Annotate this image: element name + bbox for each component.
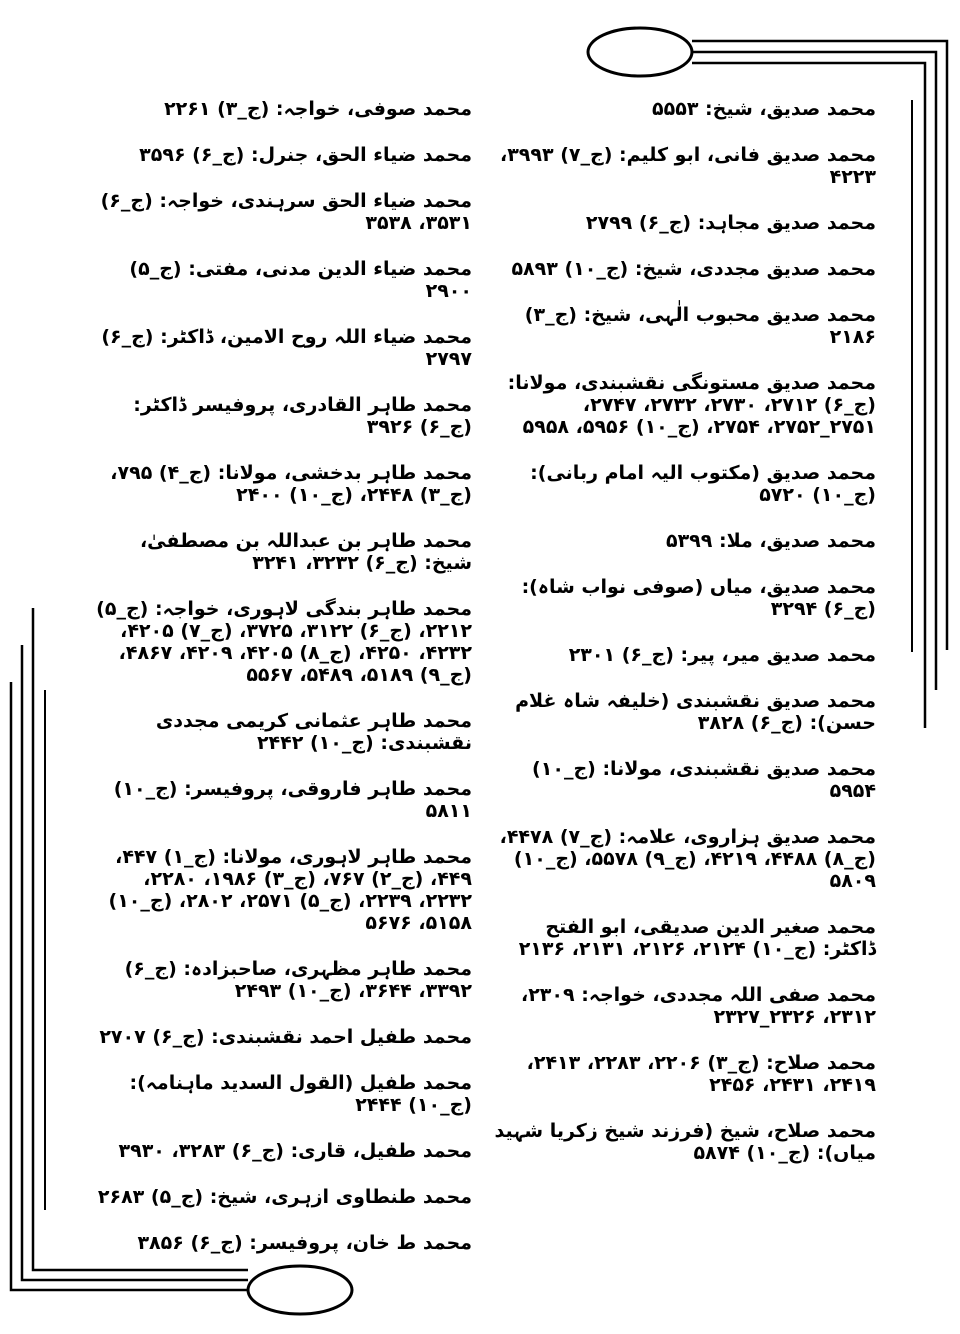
entry-name: محمد طاہر مظہری، صاحبزادہ: xyxy=(183,958,472,980)
index-entry xyxy=(92,778,472,822)
index-entry xyxy=(486,826,876,892)
entry-name: محمد طفیل (القول السدید ماہنامہ): xyxy=(129,1072,472,1094)
index-entry xyxy=(486,644,876,666)
entry-references: (ج_۶) ۳۲۳۲، ۳۲۴۱ xyxy=(252,552,425,574)
index-column-left xyxy=(92,98,472,1278)
entry-references: (ج_۶) ۳۲۸۳، ۳۹۳۰ xyxy=(118,1140,291,1162)
entry-name: محمد صلاح، شیخ (فرزند شیخ زکریا شہید میاں): xyxy=(494,1120,876,1164)
entry-name: محمد ضیاء اللہ روح الامین، ڈاکٹر: xyxy=(160,326,472,348)
index-entry xyxy=(486,576,876,620)
entry-references: (ج_۱۰) ۵۹۵۴ xyxy=(532,758,876,802)
entry-references: (ج_۱۰) ۵۸۷۴ xyxy=(693,1142,817,1164)
entry-references: (ج_۱۰) ۵۸۱۱ xyxy=(113,778,472,822)
entry-references: (ج_۵) ۲۶۸۳ xyxy=(97,1186,210,1208)
index-entry xyxy=(92,1026,472,1048)
entry-references: (ج_۶) ۳۹۲۶ xyxy=(366,416,472,438)
top-oval-ornament xyxy=(588,28,692,76)
entry-references: (ج_۷) ۳۹۹۳، ۴۲۲۳ xyxy=(499,144,876,188)
index-entry xyxy=(486,1052,876,1096)
entry-references: (ج_۶) ۲۷۰۷ xyxy=(99,1026,212,1048)
index-entry xyxy=(486,372,876,438)
entry-name: محمد صدیق مجاہد: xyxy=(697,212,876,234)
entry-references: (ج_۶) ۲۷۹۹ xyxy=(585,212,698,234)
entry-references: (ج_۱۰) ۲۴۴۴ xyxy=(355,1094,472,1116)
index-entry xyxy=(92,1072,472,1116)
entry-references: (ج_۱) ۴۴۷، ۴۴۹، (ج_۲) ۷۶۷، (ج_۳) ۱۹۸۶، ۲۲۸۰، ۲۲۳۲، ۲۲۳۹، (ج_۵) ۲۵۷۱، ۲۸۰۲، (ج_۱۰) ۵۱۵۸، ۵۶۷۶ xyxy=(108,846,472,934)
entry-references: (ج_۳) ۲۲۰۶، ۲۲۸۳، ۲۴۱۳، ۲۴۱۹، ۲۴۳۱، ۲۴۵۶ xyxy=(526,1052,876,1096)
entry-references: (ج_۱۰) ۵۷۲۰ xyxy=(759,484,876,506)
entry-name: محمد صدیق (مکتوب الیہ امام ربانی): xyxy=(530,462,876,484)
entry-references: (ج_۴) ۷۹۵، (ج_۳) ۲۴۴۸، (ج_۱۰) ۲۴۰۰ xyxy=(110,462,472,506)
entry-references: (ج_۵) ۲۲۱۲، (ج_۶) ۳۱۲۲، ۳۷۲۵، (ج_۷) ۴۲۰۵، ۴۲۳۲، ۴۲۵۰، (ج_۸) ۴۲۰۵، ۴۲۰۹، ۴۸۶۷، (ج_۹) ۵۱۸۹، ۵۴۸۹، ۵۵۶۷ xyxy=(96,598,472,686)
entry-name: محمد طاہر عثمانی کریمی مجددی نقشبندی: xyxy=(155,710,472,754)
entry-references: (ج_۶) ۲۷۱۲، ۲۷۳۰، ۲۷۳۲، ۲۷۴۷، ۲۷۵۱_۲۷۵۲، ۲۷۵۴، (ج_۱۰) ۵۹۵۶، ۵۹۵۸ xyxy=(522,394,876,438)
index-entry xyxy=(92,846,472,934)
index-entry xyxy=(92,144,472,166)
entry-references: (ج_۶) ۳۸۵۶ xyxy=(137,1232,250,1254)
entry-name: محمد طاہر بن عبداللہ بن مصطفیٰ، شیخ: xyxy=(139,530,472,574)
entry-references: (ج_۶) ۳۵۹۶ xyxy=(139,144,251,166)
entry-name: محمد صغیر الدین صدیقی، ابو الفتح ڈاکٹر: xyxy=(545,916,876,960)
index-column-right xyxy=(486,98,876,1188)
entry-name: محمد طاہر بندگی لاہوری، خواجہ: xyxy=(154,598,472,620)
entry-name: محمد صدیق، شیخ: xyxy=(705,98,876,120)
entry-references: ۲۳۰۹، ۲۳۱۲، ۲۳۲۶_۲۳۲۷ xyxy=(520,984,876,1028)
index-entry xyxy=(486,98,876,120)
index-entry xyxy=(92,1186,472,1208)
index-entry xyxy=(92,98,472,120)
index-entry xyxy=(486,984,876,1028)
entry-references: ۵۵۵۳ xyxy=(652,98,706,120)
index-entry xyxy=(486,304,876,348)
entry-name: محمد طنطاوی ازہری، شیخ: xyxy=(209,1186,472,1208)
entry-references: (ج_۷) ۴۴۷۸، (ج_۸) ۴۴۸۸، ۴۲۱۹، (ج_۹) ۵۵۷۸، (ج_۱۰) ۵۸۰۹ xyxy=(499,826,876,892)
index-entry xyxy=(486,690,876,734)
entry-name: محمد طاہر لاہوری، مولانا: xyxy=(222,846,472,868)
index-entry xyxy=(486,758,876,802)
entry-name: محمد صدیق، میاں (صوفی نواب شاہ): xyxy=(521,576,876,598)
entry-references: (ج_۶) ۳۲۹۴ xyxy=(770,598,876,620)
entry-name: محمد صوفی، خواجہ: xyxy=(275,98,472,120)
index-entry xyxy=(486,212,876,234)
index-entry xyxy=(92,462,472,506)
entry-references: (ج_۶) ۳۵۳۱، ۳۵۳۸ xyxy=(100,190,472,234)
entry-name: محمد صدیق فانی، ابو کلیم: xyxy=(619,144,876,166)
index-entry xyxy=(486,258,876,280)
index-entry xyxy=(92,598,472,686)
entry-name: محمد صفی اللہ مجددی، خواجہ: xyxy=(581,984,876,1006)
entry-name: محمد صدیق نقشبندی (خلیفہ شاہ غلام حسن): xyxy=(515,690,876,734)
entry-name: محمد صدیق ہزاروی، علامہ: xyxy=(618,826,876,848)
entry-name: محمد طفیل، قاری: xyxy=(290,1140,472,1162)
index-entry xyxy=(486,462,876,506)
entry-references: (ج_۳) ۲۲۶۱ xyxy=(164,98,276,120)
index-entry xyxy=(486,530,876,552)
entry-name: محمد طاہر بدخشی، مولانا: xyxy=(217,462,472,484)
entry-references: (ج_۶) ۳۳۹۲، ۳۶۴۴، (ج_۱۰) ۲۴۹۳ xyxy=(124,958,472,1002)
entry-references: (ج_۳) ۲۱۸۶ xyxy=(524,304,876,348)
entry-references: ۵۳۹۹ xyxy=(665,530,719,552)
index-entry xyxy=(92,258,472,302)
index-entry xyxy=(92,710,472,754)
index-entry xyxy=(92,326,472,370)
entry-name: محمد صدیق محبوب الٰہی، شیخ: xyxy=(583,304,876,326)
entry-name: محمد صدیق، ملا: xyxy=(718,530,876,552)
entry-references: (ج_۶) ۳۸۲۸ xyxy=(697,712,810,734)
index-entry xyxy=(486,916,876,960)
entry-name: محمد صدیق مجددی، شیخ: xyxy=(634,258,876,280)
entry-references: (ج_۶) ۲۷۹۷ xyxy=(101,326,472,370)
index-entry xyxy=(92,1232,472,1254)
entry-name: محمد طفیل احمد نقشبندی: xyxy=(211,1026,472,1048)
entry-name: محمد ضیاء الحق سرہندی، خواجہ: xyxy=(159,190,472,212)
entry-name: محمد ط خان، پروفیسر: xyxy=(249,1232,472,1254)
entry-references: (ج_۱۰) ۵۸۹۳ xyxy=(511,258,635,280)
entry-references: (ج_۱۰) ۲۱۲۴، ۲۱۲۶، ۲۱۳۱، ۲۱۳۶ xyxy=(518,938,823,960)
entry-name: محمد ضیاء الحق، جنرل: xyxy=(250,144,472,166)
index-entry xyxy=(92,190,472,234)
entry-name: محمد صدیق میر، پیر: xyxy=(680,644,876,666)
index-entry xyxy=(92,530,472,574)
entry-references: (ج_۱۰) ۲۴۴۲ xyxy=(256,732,381,754)
entry-references: (ج_۶) ۲۳۰۱ xyxy=(568,644,681,666)
entry-name: محمد صدیق مستونگی نقشبندی، مولانا: xyxy=(507,372,876,394)
index-entry xyxy=(486,144,876,188)
index-entry xyxy=(92,958,472,1002)
index-entry xyxy=(92,394,472,438)
entry-name: محمد صلاح: xyxy=(766,1052,876,1074)
entry-name: محمد ضیاء الدین مدنی، مفتی: xyxy=(188,258,472,280)
index-entry xyxy=(92,1140,472,1162)
entry-references: (ج_۵) ۲۹۰۰ xyxy=(129,258,472,302)
entry-name: محمد صدیق نقشبندی، مولانا: xyxy=(602,758,876,780)
entry-name: محمد طاہر القادری، پروفیسر ڈاکٹر: xyxy=(133,394,472,416)
index-entry xyxy=(486,1120,876,1164)
entry-name: محمد طاہر فاروقی، پروفیسر: xyxy=(184,778,472,800)
